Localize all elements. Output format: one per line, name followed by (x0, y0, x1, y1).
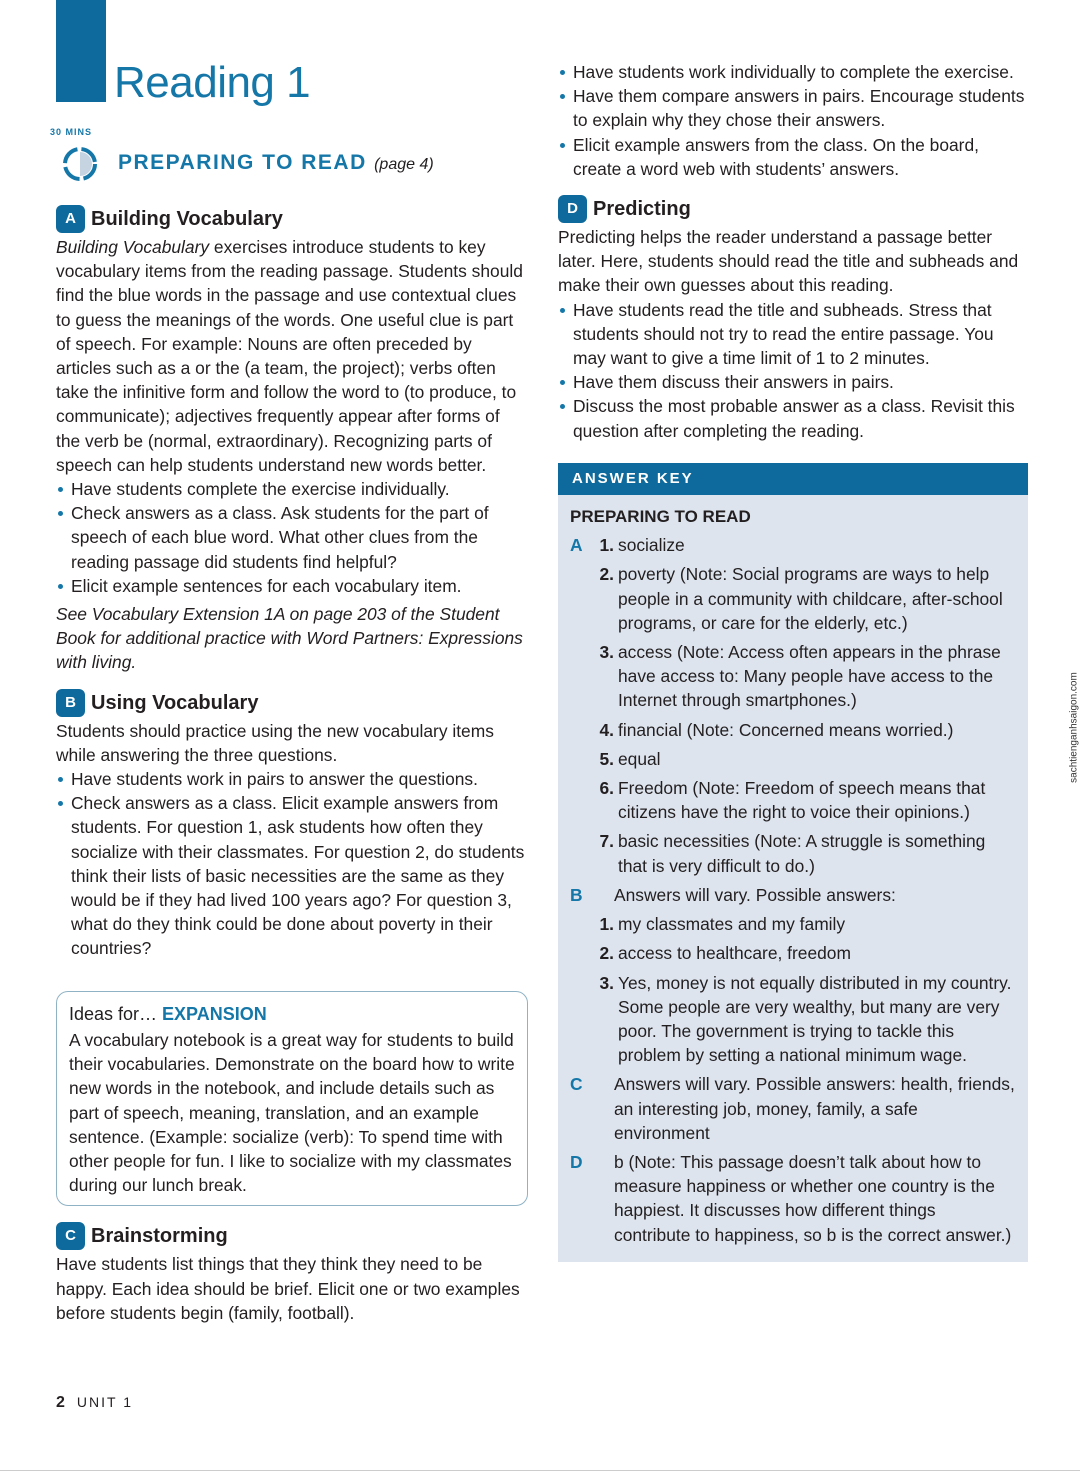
answer-text: access (Note: Access often appears in the phrase have access to: Many people have access to the Internet through smartphones.) (618, 642, 1001, 711)
answer-number: 3. (599, 642, 614, 663)
answer-key-row (570, 883, 1016, 907)
section-b-heading (56, 689, 528, 717)
answer-key-row (570, 1150, 1016, 1247)
section-d-heading (558, 195, 1028, 223)
list-item: Elicit example sentences for each vocabulary item. (56, 574, 528, 598)
expansion-text: A vocabulary notebook is a great way for students to build their vocabularies. Demonstrate on the board how to write new words in the notebook, and include details such as part of speech, meaning, translation, and an example sentence. (Example: socialize (verb): To spend time with other people for fun. I like to socialize with my classmates during our lunch break. (69, 1029, 515, 1196)
watermark-text: sachtienganhsaigon.com (1068, 672, 1080, 783)
answer-key-box (558, 463, 1028, 1262)
answer-key-rows (570, 533, 1016, 1246)
answer-number: 4. (599, 719, 614, 740)
answer-key-body (558, 495, 1028, 1247)
timer-icon (50, 130, 106, 186)
answer-letter (570, 747, 592, 771)
section-d-bullets (558, 298, 1028, 443)
answer-number: 6. (599, 778, 614, 799)
section-badge: D (558, 195, 587, 223)
list-item: Have students work in pairs to answer the questions. (56, 767, 528, 791)
answer-number: 1. (599, 535, 614, 556)
answer-text: my classmates and my family (618, 914, 846, 935)
answer-number: 5. (599, 748, 614, 769)
answer-letter: A (570, 535, 583, 556)
answer-letter: D (570, 1151, 583, 1172)
section-badge: B (56, 689, 85, 717)
expansion-title: EXPANSION (162, 1003, 267, 1024)
list-item: Have students work individually to complete the exercise. (558, 60, 1028, 84)
section-a-heading (56, 205, 528, 233)
section-badge: A (56, 205, 85, 233)
answer-text: socialize (618, 535, 685, 556)
answer-letter (570, 776, 592, 824)
expansion-heading (69, 1002, 515, 1026)
answer-key-row (570, 718, 1016, 742)
answer-text: Freedom (Note: Freedom of speech means that citizens have the right to voice their opinions.) (618, 778, 986, 823)
answer-key-row (570, 562, 1016, 635)
page-reference: (page 4) (374, 156, 434, 173)
page-footer (56, 1394, 133, 1412)
preparing-heading (118, 151, 434, 175)
answer-letter (570, 971, 592, 1068)
expansion-box (56, 991, 528, 1207)
answer-key-row (570, 941, 1016, 965)
section-title: Building Vocabulary (91, 207, 283, 230)
list-item: Check answers as a class. Ask students for the part of speech of each blue word. What other clues from the reading passage did students find helpful? (56, 501, 528, 574)
section-b-intro: Students should practice using the new vocabulary items while answering the three questions. (56, 720, 494, 765)
section-c-intro: Have students list things that they think they need to be happy. Each idea should be brief. Elicit one or two examples before students begin (family, football). (56, 1254, 520, 1323)
answer-key-row (570, 829, 1016, 877)
answer-text: Answers will vary. Possible answers: (614, 884, 896, 905)
answer-letter (570, 640, 592, 713)
answer-letter (570, 829, 592, 877)
answer-letter (570, 718, 592, 742)
unit-label: UNIT 1 (76, 1394, 133, 1410)
section-badge: C (56, 1222, 85, 1250)
answer-text: financial (Note: Concerned means worried.) (618, 719, 954, 740)
page-number: 2 (56, 1394, 65, 1411)
answer-text: Answers will vary. Possible answers: health, friends, an interesting job, money, family, a safe environment (614, 1074, 1015, 1143)
answer-text: b (Note: This passage doesn’t talk about how to measure happiness or whether one country is the happiest. It discusses how different things contribute to happiness, so b is the correct answer.) (614, 1151, 1012, 1245)
intro-text: exercises introduce students to key vocabulary items from the reading passage. Students should find the blue words in the passage and use contextual clues to guess the meanings of the words. One useful clue is part of speech. For example: Nouns are often preceded by articles such as a or the (a team, the project); verbs often take the infinitive form and follow the word to (to produce, to communicate); adjectives frequently appear after forms of the verb be (normal, extraordinary). Recognizing parts of speech can help students understand new words better. (56, 237, 523, 475)
section-c-bullets (558, 60, 1028, 181)
answer-key-heading: ANSWER KEY (558, 463, 1028, 495)
vocabulary-extension-note: See Vocabulary Extension 1A on page 203 of the Student Book for additional practice with Word Partners: Expressions with living. (56, 604, 523, 673)
section-d-intro: Predicting helps the reader understand a passage better later. Here, students should read the title and subheads and make their own guesses about this reading. (558, 227, 1019, 296)
answer-key-row (570, 640, 1016, 713)
list-item: Have students read the title and subheads. Stress that students should not try to read the entire passage. You may want to give a time limit of 1 to 2 minutes. (558, 298, 1028, 371)
section-c-heading (56, 1222, 528, 1250)
answer-text: Yes, money is not equally distributed in my country. Some people are very wealthy, but many are very poor. The government is trying to tackle this problem by setting a national minimum wage. (618, 972, 1012, 1066)
preparing-title: PREPARING TO READ (118, 151, 367, 174)
title-accent-bar (56, 0, 106, 102)
expansion-prefix: Ideas for… (69, 1003, 163, 1024)
answer-key-row (570, 747, 1016, 771)
section-a-bullets (56, 477, 528, 598)
page-divider (0, 1470, 1080, 1471)
list-item: Have students complete the exercise individually. (56, 477, 528, 501)
timer-label: 30 MINS (50, 127, 93, 137)
answer-letter (570, 912, 592, 936)
left-column (56, 205, 528, 1325)
page-title: Reading 1 (114, 58, 311, 107)
answer-key-row (570, 971, 1016, 1068)
watermark (1062, 660, 1078, 800)
answer-letter: B (570, 884, 583, 905)
section-title: Brainstorming (91, 1225, 228, 1248)
answer-text: equal (618, 748, 661, 769)
answer-letter (570, 562, 592, 635)
answer-letter (570, 941, 592, 965)
answer-letter: C (570, 1074, 583, 1095)
list-item: Have them compare answers in pairs. Encourage students to explain why they chose their answers. (558, 84, 1028, 132)
answer-number: 7. (599, 831, 614, 852)
section-title: Using Vocabulary (91, 691, 259, 714)
answer-number: 2. (599, 943, 614, 964)
answer-number: 1. (599, 914, 614, 935)
section-a-intro (56, 235, 528, 477)
right-column (558, 60, 1028, 1262)
answer-key-row (570, 912, 1016, 936)
answer-text: poverty (Note: Social programs are ways to help people in a community with childcare, after-school programs, or care for the elderly, etc.) (618, 564, 1003, 633)
list-item: Elicit example answers from the class. On the board, create a word web with students’ answers. (558, 133, 1028, 181)
answer-number: 3. (599, 972, 614, 993)
answer-number: 2. (599, 564, 614, 585)
answer-key-row (570, 776, 1016, 824)
answer-key-row (570, 1072, 1016, 1145)
section-title: Predicting (593, 197, 691, 220)
list-item: Have them discuss their answers in pairs. (558, 370, 1028, 394)
answer-text: access to healthcare, freedom (618, 943, 851, 964)
list-item: Check answers as a class. Elicit example answers from students. For question 1, ask students how often they socialize with their classmates. For question 2, do students think their lists of basic necessities are the same as they would be if they had lived 100 years ago? For question 3, what do they think could be done about poverty in their countries? (56, 791, 528, 960)
answer-key-subheading: PREPARING TO READ (570, 507, 751, 527)
answer-text: basic necessities (Note: A struggle is something that is very difficult to do.) (618, 831, 986, 876)
intro-italic: Building Vocabulary (56, 237, 210, 257)
section-b-bullets (56, 767, 528, 961)
list-item: Discuss the most probable answer as a class. Revisit this question after completing the reading. (558, 394, 1028, 442)
answer-key-row (570, 533, 1016, 557)
